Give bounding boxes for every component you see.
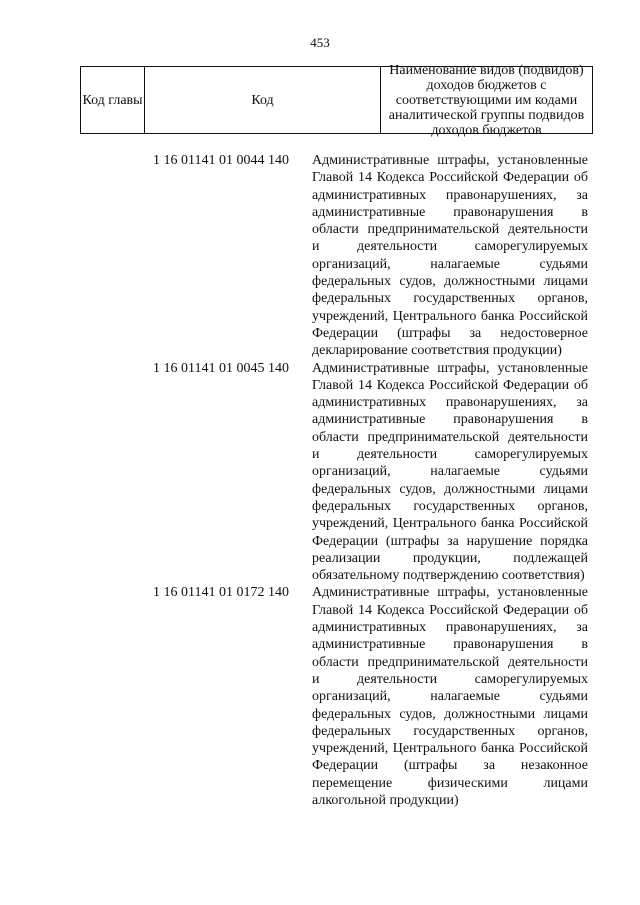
income-code: 1 16 01141 01 0044 140 — [153, 153, 289, 168]
table-body — [0, 152, 640, 809]
table-row — [0, 360, 640, 585]
income-description: Административные штрафы, установленные Главой 14 Кодекса Российской Федерации об административных правонарушениях, за административные правонарушения в области предпринимательской деятельности и деятельности саморегулируемых организаций, налагаемые судьями федеральных судов, должностными лицами федеральных государственных органов, учреждений, Центрального банка Российской Федерации (штрафы за недостоверное декларирование соответствия продукции) — [312, 153, 588, 359]
table-row — [0, 584, 640, 809]
table-header — [80, 62, 593, 138]
page-number: 453 — [310, 35, 330, 50]
income-code: 1 16 01141 01 0172 140 — [153, 585, 289, 601]
income-code: 1 16 01141 01 0045 140 — [153, 360, 289, 376]
table-row — [0, 152, 640, 360]
income-description: Административные штрафы, установленные Главой 14 Кодекса Российской Федерации об административных правонарушениях, за административные правонарушения в области предпринимательской деятельности и деятельности саморегулируемых организаций, налагаемые судьями федеральных судов, должностными лицами федеральных государственных органов, учреждений, Центрального банка Российской Федерации (штрафы за незаконное перемещение физическими лицами алкогольной продукции) — [312, 585, 588, 808]
income-description: Административные штрафы, установленные Главой 14 Кодекса Российской Федерации об административных правонарушениях, за административные правонарушения в области предпринимательской деятельности и деятельности саморегулируемых организаций, налагаемые судьями федеральных судов, должностными лицами федеральных государственных органов, учреждений, Центрального банка Российской Федерации (штрафы за нарушение порядка реализации продукции, подлежащей обязательному подтверждению соответствия) — [312, 360, 588, 584]
header-code: Код — [145, 67, 381, 133]
header-chapter-code: Код главы — [81, 67, 145, 133]
header-income-name: Наименование видов (подвидов) доходов бюджетов с соответствующими им кодами аналитической группы подвидов доходов бюджетов — [388, 62, 585, 138]
